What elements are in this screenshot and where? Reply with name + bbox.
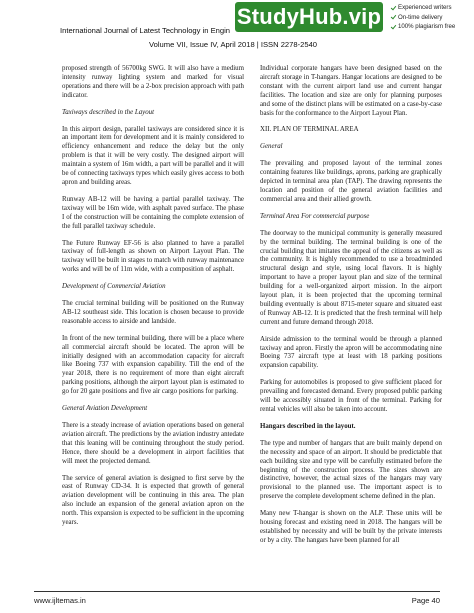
paragraph: In this airport design, parallel taxiways are considered since it is an important item for development and it is mainly considered to efficiency enhancement and reduce the delay but the only problem is that it will be very costly. The designed airport will maintain a system of 16m width, a part will be parallel and it will be of connecting taxiways types which easily gives access to both apron and building areas. bbox=[62, 125, 244, 186]
paragraph: There is a steady increase of aviation operations based on general aviation aircraft. The predictions by the aviation industry antedate that this leaning will be continuing throughout the study period. Hence, there should be a development in airport facilities that will meet the projected demand. bbox=[62, 422, 244, 465]
paragraph: The doorway to the municipal community is generally measured by the terminal building. The terminal building is one of the crucial building that imitates the appeal of the citizens as well as the community. It is highly recommended to use a broadminded structural design and style, using local flavors. It is highly important to have a proper layout plan and size of the terminal building for a well-organized airport mission. In the airport layout plan, it is been projected that the upcoming terminal building eventually is about 8715-meter square and situated east of Runway AB-12. It is predicted that the fresh terminal will help current and future demand through 2018. bbox=[260, 229, 442, 326]
paragraph: Parking for automobiles is proposed to give sufficient placed for prevailing and forecasted demand. Every proposed public parking will be accessibly situated in front of the terminal. Parking for rental vehicles will also be taken into account. bbox=[260, 379, 442, 413]
paragraph: Many new T-hangar is shown on the ALP. These units will be housing forecast and existing need in 2018. The hangars will be established by necessity and will be built by the private interests or by a city. The hangars have been planned for all bbox=[260, 510, 442, 544]
page-number: Page 40 bbox=[411, 596, 440, 605]
subsection-heading: General bbox=[260, 143, 283, 151]
paragraph: The prevailing and proposed layout of the terminal zones containing features like buildings, aprons, parking are graphically depicted in terminal area plan (TAP). The drawing represents the location and position of the general aviation facilities and commercial area and their allied growth. bbox=[260, 160, 442, 203]
paragraph: Individual corporate hangars have been designed based on the aircraft storage in T-hangars. Hangar locations are designed to be constant with the current airport land use and current hangar facilities. The location and size are only for planning purposes and some of the distinct plans will be estimated on a case-by-case basis for the conformance to the Airport Layout Plan. bbox=[260, 65, 442, 117]
section-title: XII. PLAN OF TERMINAL AREA bbox=[260, 126, 359, 134]
subsection-heading: General Aviation Development bbox=[62, 405, 148, 413]
feature-item: On-time delivery bbox=[390, 13, 474, 23]
paragraph: Airside admission to the terminal would be through a planned taxiway and apron. Firstly the apron will be accommodating nine Boeing 737 aircraft type at least with 18 parking positions expansion capability. bbox=[260, 335, 442, 370]
subsection-heading: Taxiways described in the Layout bbox=[62, 108, 154, 116]
volume-issue-line: Volume VII, Issue IV, April 2018 | ISSN 2278-2540 bbox=[149, 40, 318, 49]
feature-item: 100% plagiarism free bbox=[390, 22, 474, 32]
check-icon bbox=[390, 5, 396, 11]
subsection-heading: Terminal Area For commercial purpose bbox=[260, 212, 370, 220]
watermark-banner[interactable] bbox=[234, 0, 474, 36]
right-column bbox=[260, 65, 442, 554]
paragraph: The type and number of hangars that are built mainly depend on the necessity and space of an airport. It should be predictable that each building size and type will be carefully estimated before the beginning of the construction process. The sizes shown are distinctive, however, the actual sizes of the hangars may vary provisional to the planned use. The important aspect is to preserve the complete development scheme defined in the plan. bbox=[260, 439, 442, 501]
page-footer bbox=[34, 591, 440, 605]
body-columns bbox=[62, 65, 442, 583]
footer-url[interactable]: www.ijltemas.in bbox=[34, 596, 86, 605]
feature-list bbox=[390, 3, 474, 32]
left-column bbox=[62, 65, 244, 536]
paragraph: In front of the new terminal building, there will be a place where all commercial aircraft should be located. The apron will be initially designed with an accommodation capacity for aircraft like Boeing 737 with expansion capability. Till the end of the year 2018, there is no requirement of more than eight aircraft parking positions, although the airport layout plan is estimated to go for 20 gate positions and five air cargo positions for parking. bbox=[62, 334, 244, 396]
subsection-heading: Development of Commercial Aviation bbox=[62, 283, 166, 291]
check-icon bbox=[390, 14, 396, 20]
paragraph: proposed strength of 56700kg SWG. It will also have a medium intensity runway lighting system and marked for visual operations and there will be a 2-box precision approach with path indicator. bbox=[62, 65, 244, 99]
bold-heading: Hangars described in the layout. bbox=[260, 422, 356, 430]
journal-title: International Journal of Latest Technology in Engin bbox=[60, 26, 230, 35]
studyhub-logo[interactable]: StudyHub.vip bbox=[235, 2, 383, 32]
paragraph: The service of general aviation is designed to first serve by the east of Runway CD-34. It is expected that growth of general aviation development will be continuing in this area. The plan also include an expansion of the general aviation apron on the north. This expansion is expected to be sufficient in the upcoming years. bbox=[62, 474, 244, 527]
paragraph: The crucial terminal building will be positioned on the Runway AB-12 southeast side. This location is chosen because to provide reasonable access to airside and landside. bbox=[62, 300, 244, 325]
paragraph: The Future Runway EF-56 is also planned to have a parallel taxiway of full-length as shown on Airport Layout Plan. The taxiway will be built in stages to match with runway maintenance works and will be of 11m wide, with a composition of asphalt. bbox=[62, 239, 244, 274]
feature-item: Experienced writers bbox=[390, 3, 474, 13]
check-icon bbox=[390, 24, 396, 30]
paragraph: Runway AB-12 will be having a partial parallel taxiway. The taxiway will be 16m wide, with asphalt paved surface. The phase I of the construction will be containing the complete extension of the full parallel taxiway schedule. bbox=[62, 195, 244, 230]
